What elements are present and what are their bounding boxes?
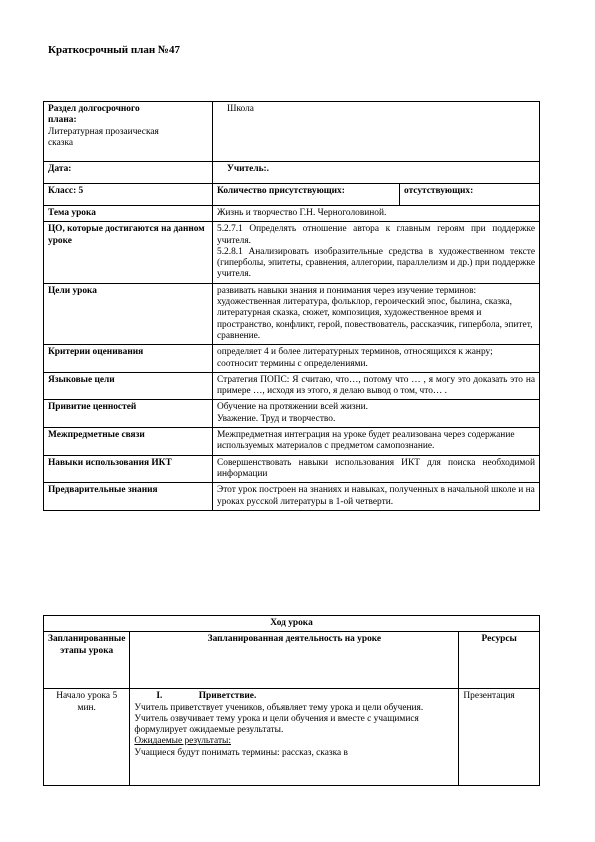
language-row [44, 372, 540, 400]
section-value-line: Литературная прозаическая [48, 126, 159, 137]
values-label: Привитие ценностей [44, 400, 213, 428]
activity-item-title-text: Приветствие. [198, 691, 257, 702]
goals-value [213, 222, 540, 283]
activity-text: Учитель озвучивает тему урока и цели обучения и вместе с учащимися формулирует ожидаемые результаты. [134, 713, 419, 736]
prior-knowledge-value: Этот урок построен на знаниях и навыках, полученных в начальной школе и на уроках русской литературы в 1-ой четверти. [213, 483, 540, 511]
lesson-progress-table [43, 615, 540, 786]
section-label-line: Раздел долгосрочного [48, 104, 140, 114]
present-label: Количество присутствующих: [213, 184, 400, 206]
expected-results-label: Ожидаемые результаты: [134, 736, 231, 747]
date-row [44, 162, 540, 184]
goals-line: 5.2.7.1 Определять отношение автора к главным героям при поддержке учителя. [217, 224, 535, 246]
interdisciplinary-value: Межпредметная интеграция на уроке будет реализована через содержание используемых материалов с предметом самопознание. [213, 428, 540, 456]
activity-cell [130, 689, 459, 786]
section-row [44, 102, 540, 162]
lesson-heading: Ход урока [44, 616, 540, 632]
section-label [44, 102, 213, 162]
values-row [44, 400, 540, 428]
col-resources: Ресурсы [459, 632, 540, 689]
lesson-info-table [43, 101, 540, 511]
language-label: Языковые цели [44, 372, 213, 400]
aims-value [213, 283, 540, 344]
interdisciplinary-label: Межпредметные связи [44, 428, 213, 456]
prior-knowledge-label: Предварительные знания [44, 483, 213, 511]
values-value [213, 400, 540, 428]
criteria-label: Критерии оценивания [44, 345, 213, 373]
goals-line: 5.2.8.1 Анализировать изобразительные средства в художественном тексте (гиперболы, эпитеты, сравнения, аллегории, параллелизм и др.) при поддержке учителя. [217, 246, 535, 280]
topic-label: Тема урока [44, 206, 213, 222]
ict-row [44, 455, 540, 483]
school-cell [213, 102, 540, 162]
school-label: Школа [227, 104, 254, 114]
section-value-line: сказка [48, 137, 74, 148]
ict-value: Совершенствовать навыки использования ИКТ для поиска необходимой информации [213, 455, 540, 483]
col-activity: Запланированная деятельность на уроке [130, 632, 459, 689]
interdisciplinary-row [44, 428, 540, 456]
ict-label: Навыки использования ИКТ [44, 455, 213, 483]
aims-row [44, 283, 540, 344]
aims-line: развивать навыки знания и понимания через изучение терминов: [217, 285, 477, 296]
topic-row [44, 206, 540, 222]
absent-label: отсутствующих: [400, 184, 540, 206]
activity-text: Учитель приветствует учеников, объявляет тему урока и цели обучения. [134, 702, 424, 713]
activity-item-title [134, 691, 454, 702]
class-label: Класс: 5 [44, 184, 213, 206]
aims-line: художественная литература, фольклор, героический эпос, былина, сказка, литературная сказка, сюжет, композиция, художественное время и пространство, конфликт, герой, повествователь, рассказчик, гипербола, эпитет, сравнение. [217, 297, 533, 341]
values-line: Обучение на протяжении всей жизни. [217, 402, 369, 413]
resource-cell: Презентация [459, 689, 540, 786]
goals-label: ЦО, которые достигаются на данном уроке [44, 222, 213, 283]
criteria-value: определяет 4 и более литературных терминов, относящихся к жанру; соотносит термины с определениями. [213, 345, 540, 373]
topic-value: Жизнь и творчество Г.Н. Черноголовиной. [213, 206, 540, 222]
lesson-header-row [44, 632, 540, 689]
page-title: Краткосрочный план №47 [48, 44, 180, 56]
teacher-label: Учитель:. [213, 162, 540, 184]
language-value: Стратегия ПОПС: Я считаю, что…, потому что … , я могу это доказать это на примере …, исходя из этого, я делаю вывод о том, что… . [213, 372, 540, 400]
lesson-heading-row [44, 616, 540, 632]
goals-row [44, 222, 540, 283]
values-line: Уважение. Труд и творчество. [217, 413, 336, 424]
stage-cell: Начало урока 5 мин. [44, 689, 130, 786]
aims-label: Цели урока [44, 283, 213, 344]
col-stages: Запланированные этапы урока [44, 632, 130, 689]
criteria-row [44, 345, 540, 373]
class-row [44, 184, 540, 206]
activity-text: Учащиеся будут понимать термины: рассказ, сказка в [134, 747, 348, 758]
activity-item-number: I. [156, 691, 163, 702]
lesson-stage-row [44, 689, 540, 786]
date-label: Дата: [44, 162, 213, 184]
prior-knowledge-row [44, 483, 540, 511]
section-label-line: плана: [48, 115, 77, 126]
